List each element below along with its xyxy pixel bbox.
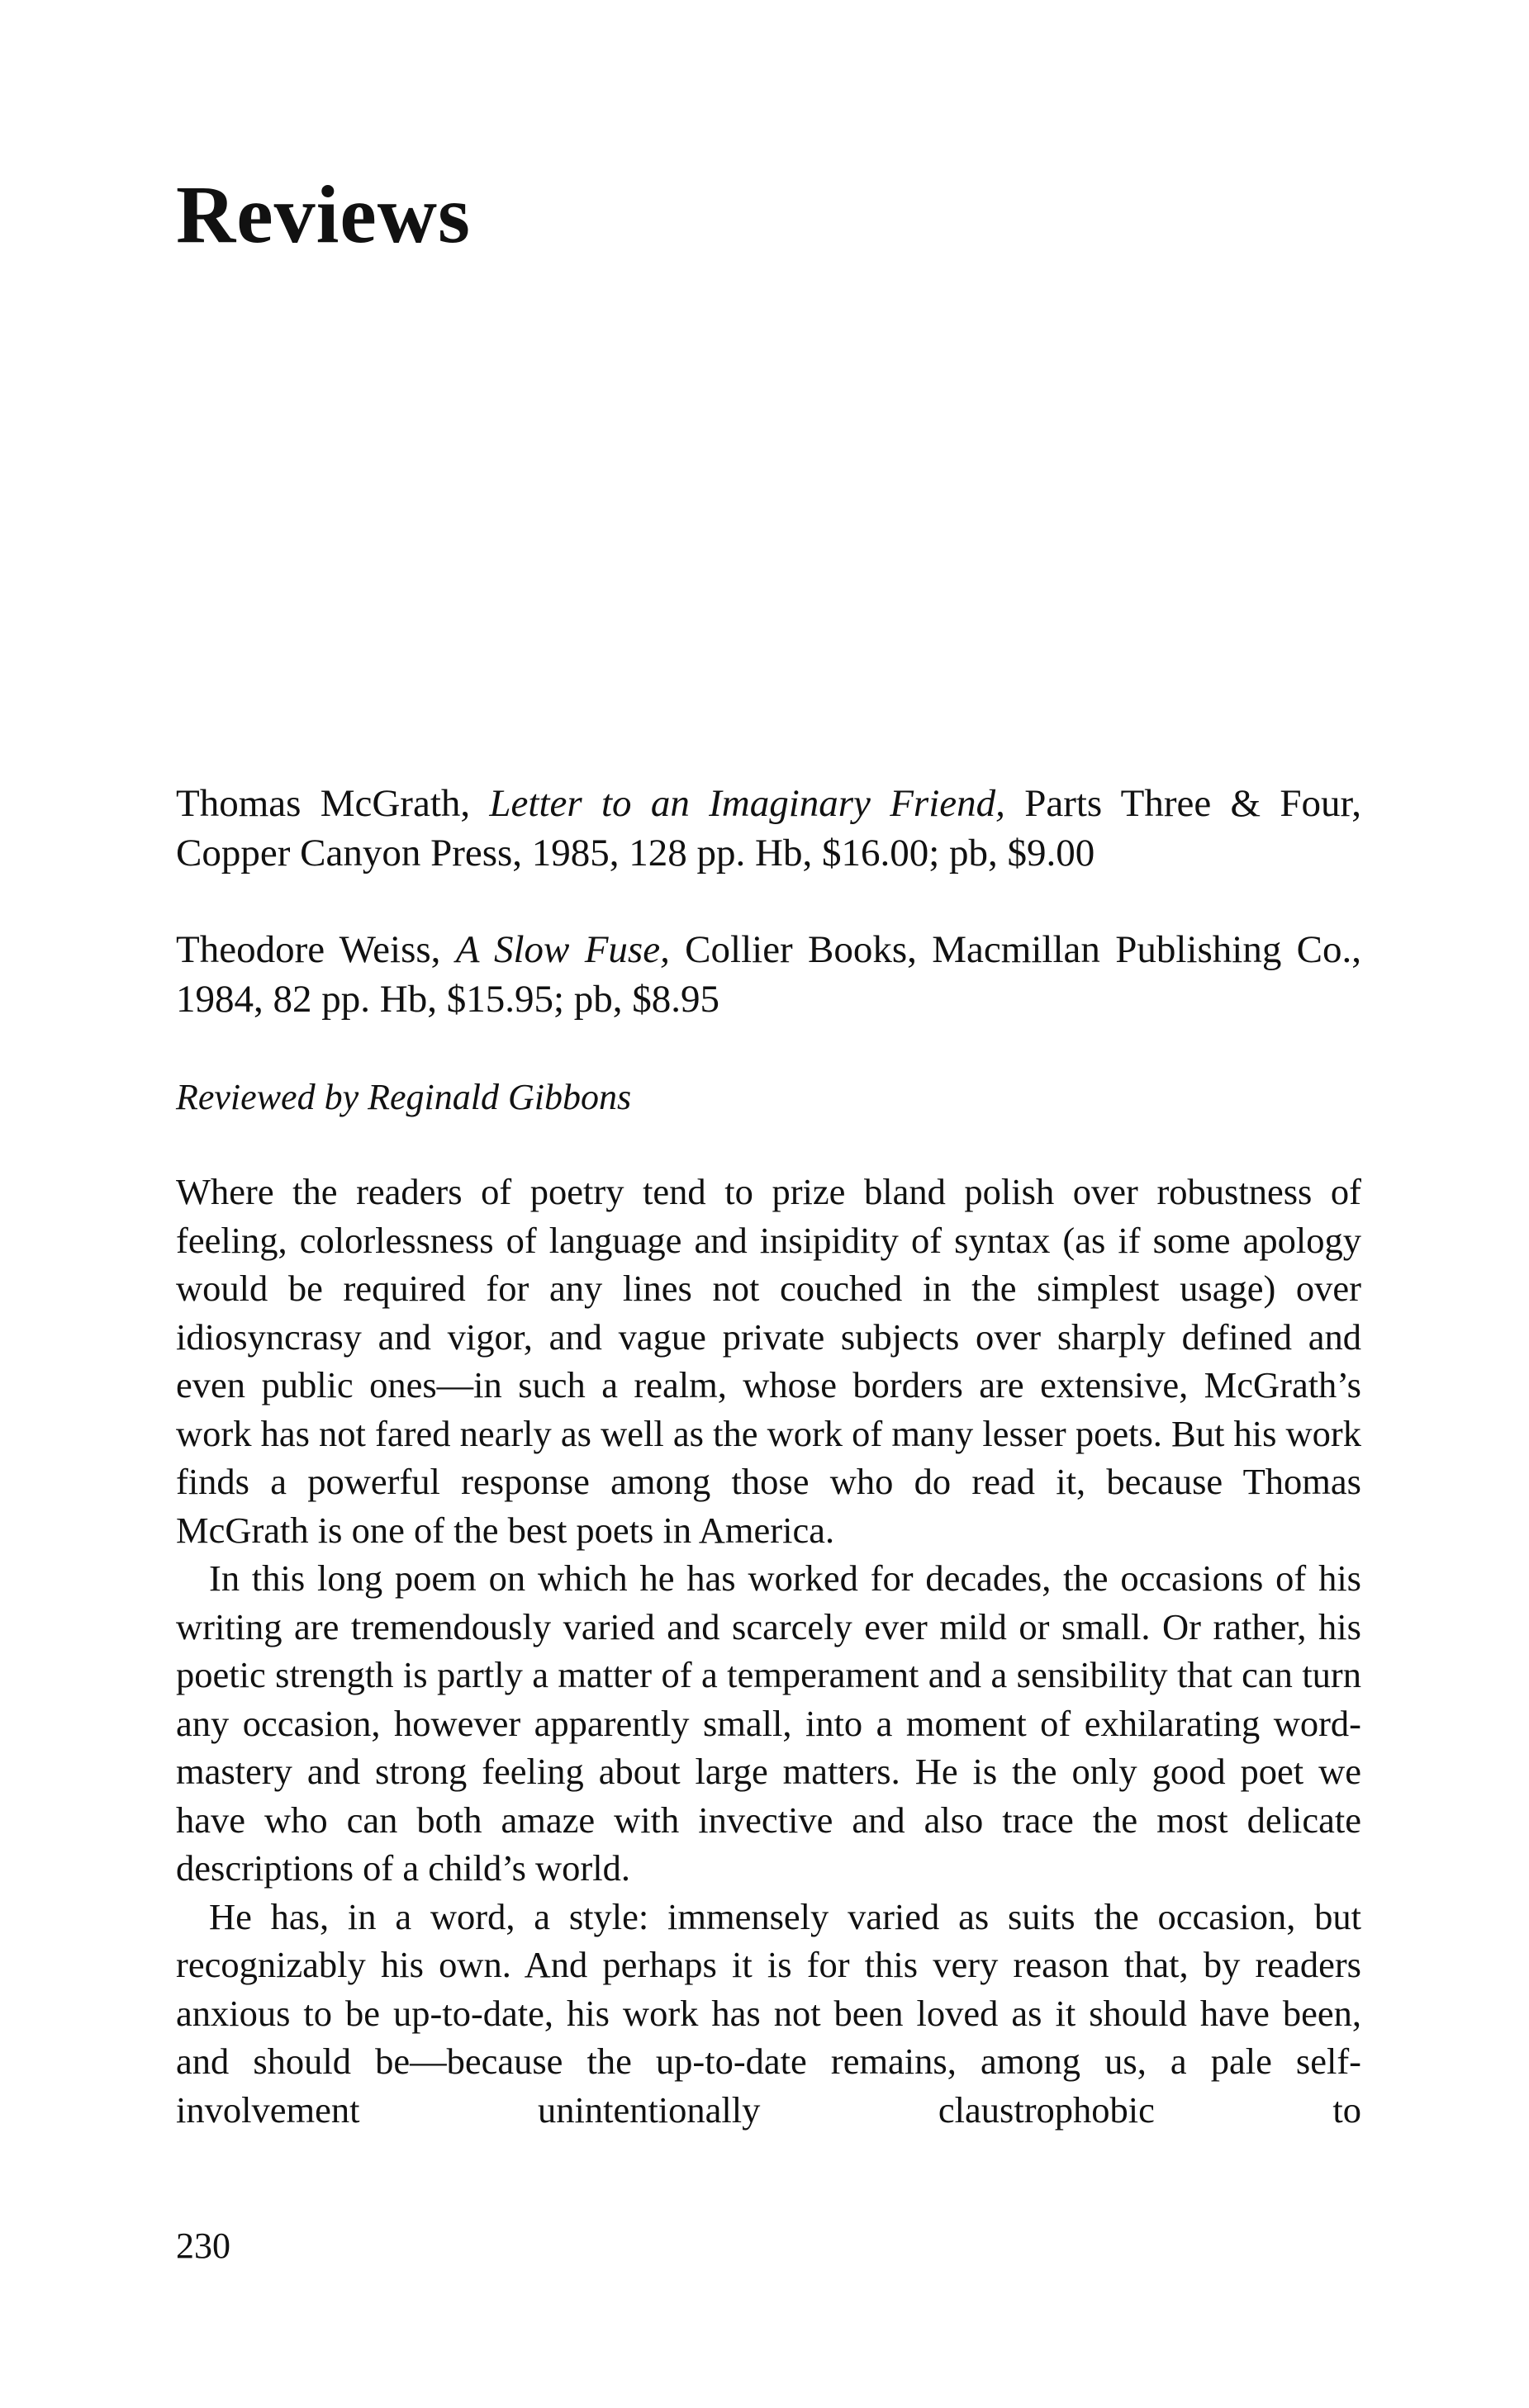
citation-author: Thomas McGrath, bbox=[176, 782, 471, 825]
body-paragraph: He has, in a word, a style: immensely varied as suits the occasion, but recognizably his own. And perhaps it is for this very reason that, by readers anxious to be up-to-date, his work has not been loved as it should have been, and should be—because the up-to-date remains, among us, a pale self-involvement unintentionally claustrophobic to bbox=[176, 1895, 1361, 2131]
citation-author: Theodore Weiss, bbox=[176, 928, 441, 971]
citation-details: Parts Three & Four, Copper Canyon Press, 1985, 128 pp. Hb, $16.00; pb, $9.00 bbox=[176, 782, 1362, 875]
page-number: 230 bbox=[176, 2226, 230, 2266]
book-citation bbox=[176, 779, 1361, 878]
section-title: Reviews bbox=[176, 168, 471, 260]
reviewer-byline: Reviewed by Reginald Gibbons bbox=[176, 1077, 632, 1117]
body-paragraph: Where the readers of poetry tend to prize bland polish over robustness of feeling, colorlessness of language and insipidity of syntax (as if some apology would be required for any lines not couched in the simplest usage) over idiosyncrasy and vigor, and vague private subjects over sharply defined and even public ones—in such a realm, whose borders are extensive, McGrath’s work has not fared nearly as well as the work of many lesser poets. But his work finds a powerful response among those who do read it, because Thomas McGrath is one of the best poets in America. bbox=[176, 1171, 1361, 1551]
body-paragraph: In this long poem on which he has worked for decades, the occasions of his writing are tremendously varied and scarcely ever mild or small. Or rather, his poetic strength is partly a matter of a temperament and a sensibility that can turn any occasion, however apparently small, into a moment of exhilarating word-mastery and strong feeling about large matters. He is the only good poet we have who can both amaze with invective and also trace the most delicate descriptions of a child’s world. bbox=[176, 1557, 1361, 1889]
review-body bbox=[176, 1168, 1361, 2134]
citation-book-title: Letter to an Imaginary Friend, bbox=[489, 782, 1005, 825]
citation-details: Collier Books, Macmillan Publishing Co., 1984, 82 pp. Hb, $15.95; pb, $8.95 bbox=[176, 928, 1362, 1021]
book-citation bbox=[176, 925, 1361, 1024]
citation-book-title: A Slow Fuse, bbox=[455, 928, 670, 971]
